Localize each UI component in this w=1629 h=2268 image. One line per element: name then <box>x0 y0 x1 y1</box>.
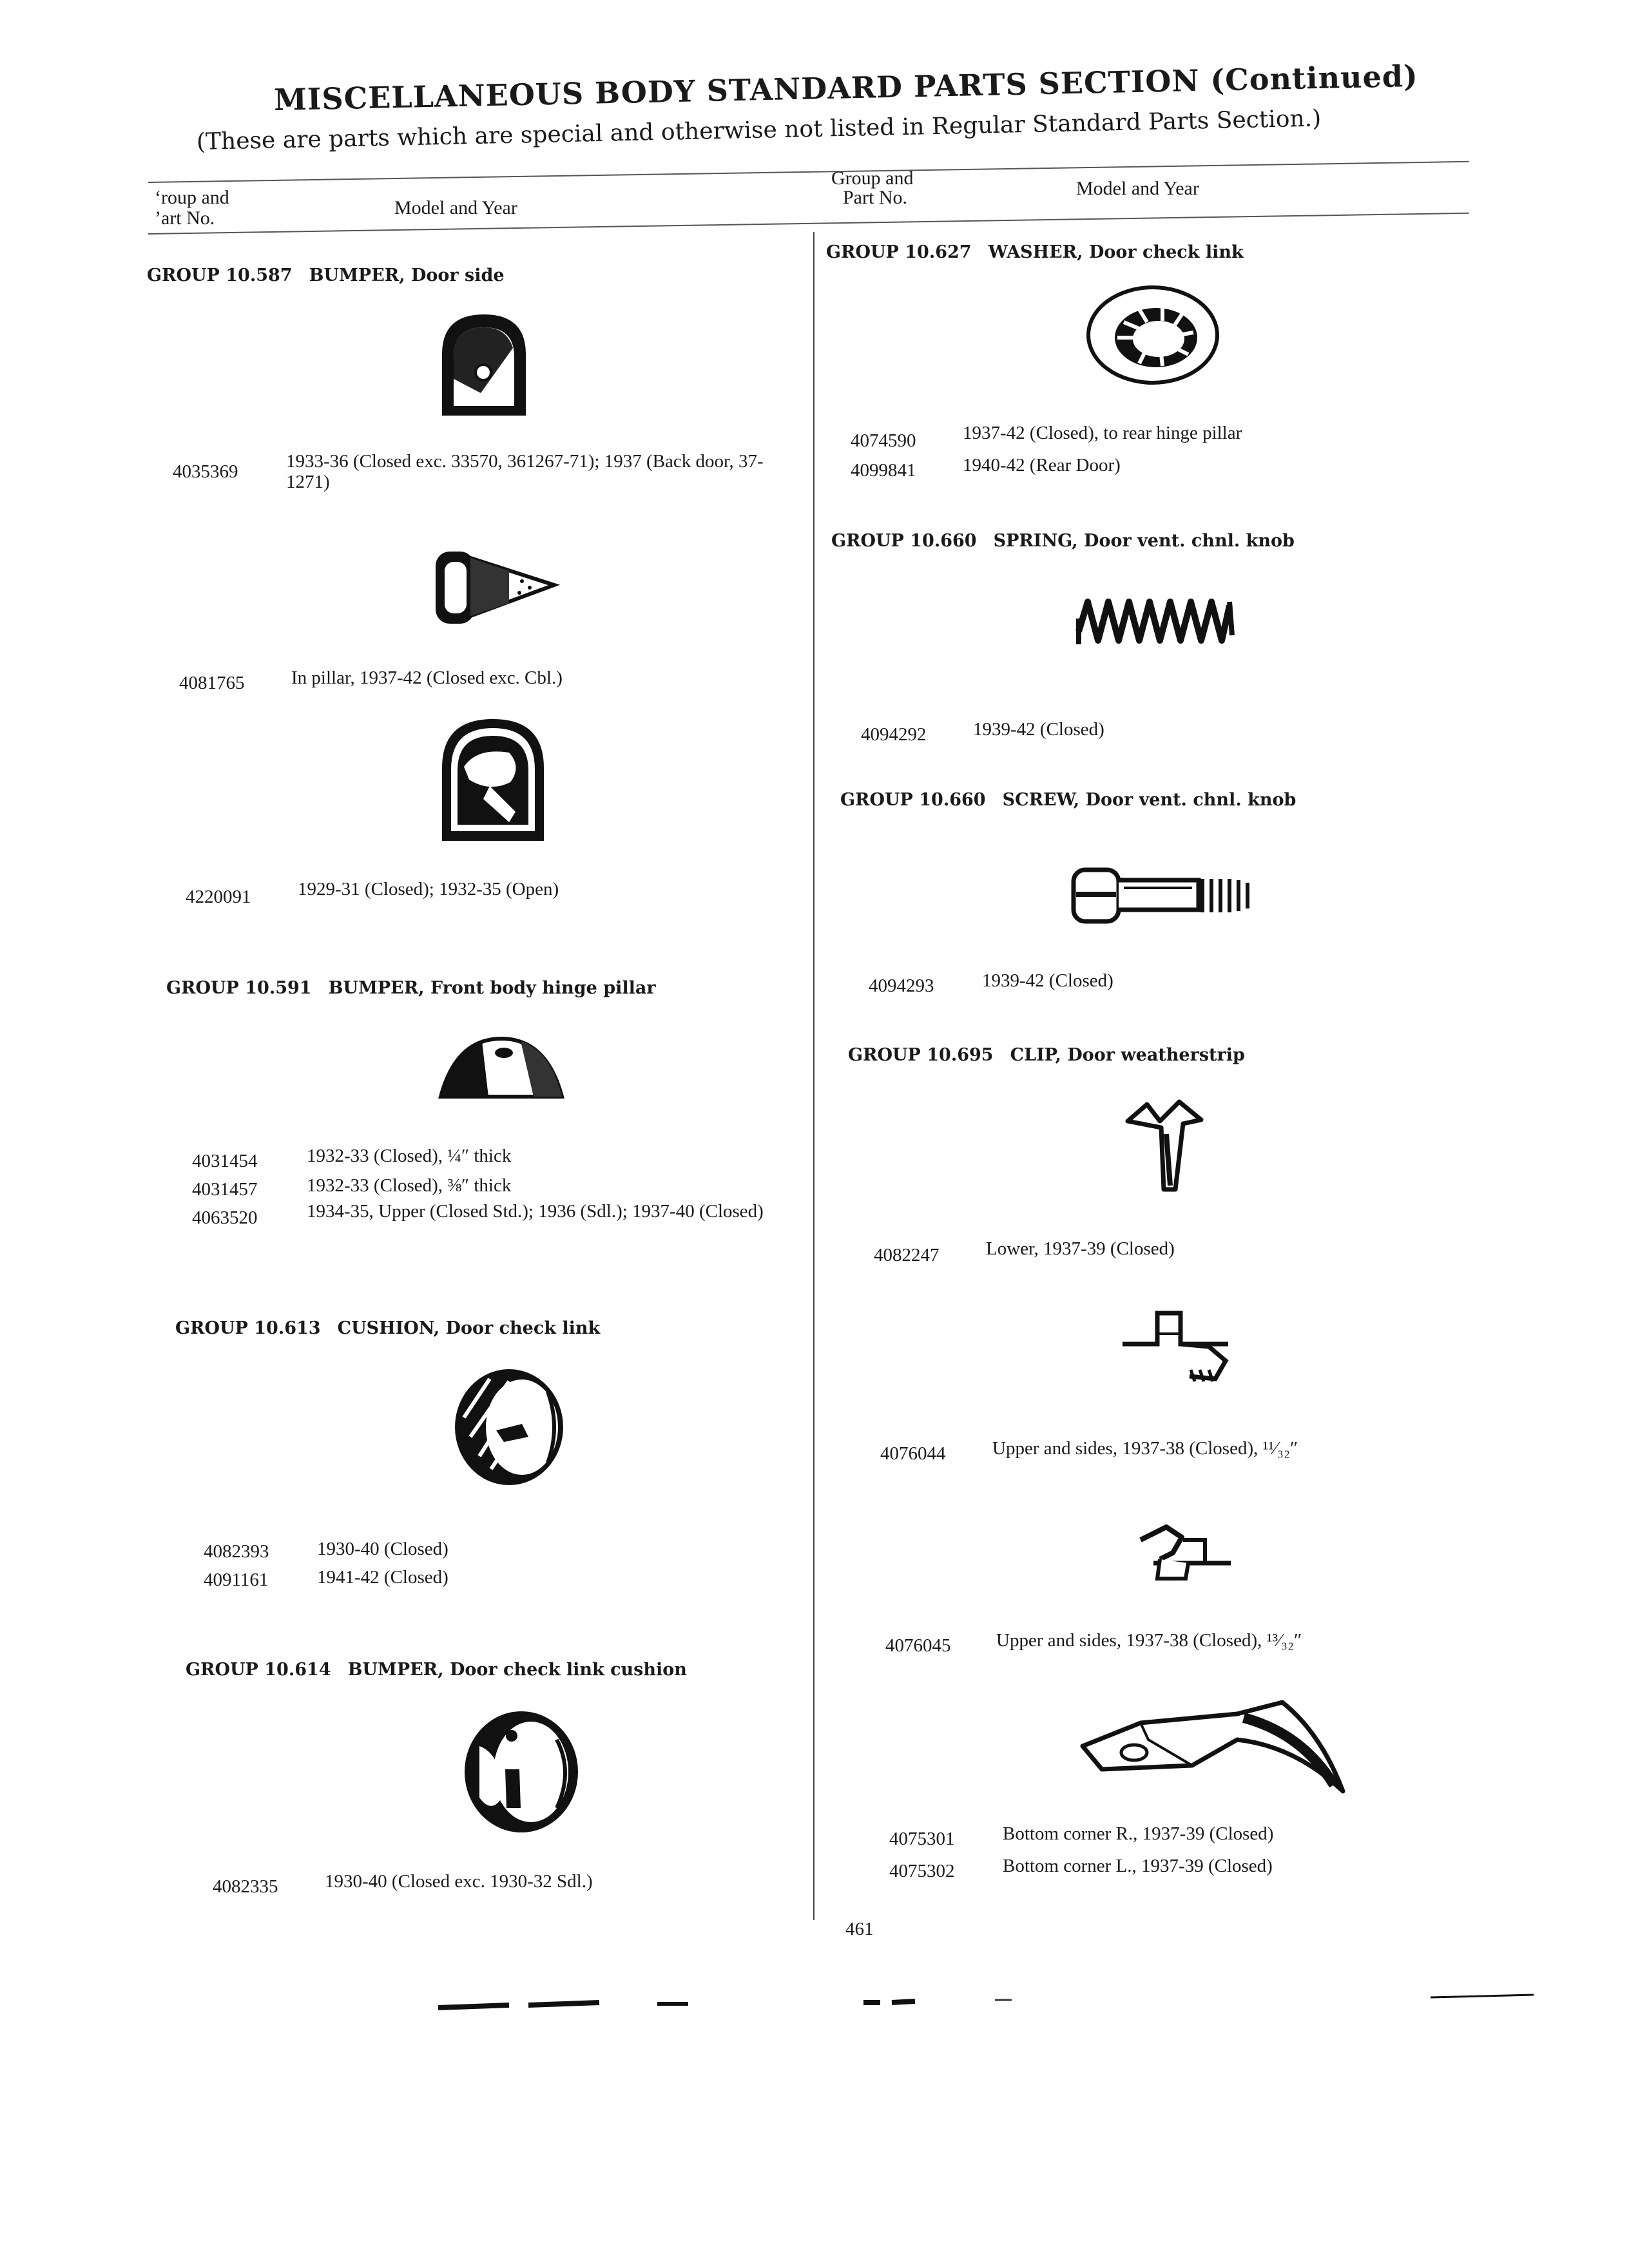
left-header-part: ’art No. <box>155 207 215 229</box>
part-description: In pillar, 1937-42 (Closed exc. Cbl.) <box>291 668 563 688</box>
page-number: 461 <box>845 1919 874 1939</box>
spring-icon <box>1075 593 1236 651</box>
part-number: 4075302 <box>889 1861 955 1881</box>
group-name: BUMPER, Door check link cushion <box>347 1660 687 1680</box>
page-title: MISCELLANEOUS BODY STANDARD PARTS SECTION (Continued) <box>273 58 1419 117</box>
part-description: 1937-42 (Closed), to rear hinge pillar <box>963 423 1242 443</box>
part-description: Lower, 1937-39 (Closed) <box>986 1238 1175 1259</box>
part-number: 4091161 <box>204 1570 269 1590</box>
group-name: WASHER, Door check link <box>988 242 1244 262</box>
group-number: GROUP 10.591 <box>166 978 312 998</box>
group-number: GROUP 10.660 <box>831 531 977 551</box>
part-description: 1929-31 (Closed); 1932-35 (Open) <box>298 879 559 899</box>
right-header-model: Model and Year <box>1076 178 1199 199</box>
part-description: Bottom corner R., 1937-39 (Closed) <box>1003 1823 1274 1844</box>
part-description: 1941-42 (Closed) <box>317 1567 448 1588</box>
part-number: 4076045 <box>885 1635 951 1656</box>
screw-icon <box>1070 863 1257 928</box>
group-heading-10-660-spring <box>831 531 1295 551</box>
group-name: SPRING, Door vent. chnl. knob <box>993 531 1295 551</box>
part-description: 1939-42 (Closed) <box>973 719 1104 740</box>
group-heading-10-587 <box>147 265 505 285</box>
check-link-bumper-icon <box>460 1707 583 1836</box>
part-number: 4099841 <box>851 460 916 481</box>
left-header-model: Model and Year <box>394 197 517 218</box>
part-number: 4082335 <box>213 1876 278 1897</box>
part-description: 1932-33 (Closed), ⅜″ thick <box>307 1175 512 1196</box>
part-number: 4082393 <box>204 1541 269 1562</box>
group-heading-10-695 <box>848 1045 1245 1065</box>
clip-lower-icon <box>1121 1095 1205 1192</box>
cushion-icon <box>451 1366 567 1488</box>
group-number: GROUP 10.614 <box>186 1660 331 1680</box>
group-name: BUMPER, Door side <box>309 265 505 285</box>
header-top-rule <box>148 161 1469 183</box>
part-description: 1934-35, Upper (Closed Std.); 1936 (Sdl.); 1937-40 (Closed) <box>307 1201 764 1222</box>
header-bottom-rule <box>148 213 1469 235</box>
group-name: BUMPER, Front body hinge pillar <box>328 978 656 998</box>
bumper-recessed-icon <box>438 715 548 844</box>
page-subtitle: (These are parts which are special and otherwise not listed in Regular Standard Parts Section.) <box>196 105 1322 155</box>
group-number: GROUP 10.627 <box>826 242 972 262</box>
part-number: 4063520 <box>192 1207 258 1228</box>
part-number: 4031457 <box>192 1179 258 1200</box>
group-number: GROUP 10.613 <box>175 1318 321 1338</box>
group-name: SCREW, Door vent. chnl. knob <box>1002 790 1296 810</box>
part-number: 4094293 <box>869 975 934 996</box>
part-number: 4220091 <box>186 887 251 907</box>
part-description: Upper and sides, 1937-38 (Closed), ¹¹⁄₃₂″ <box>992 1438 1298 1459</box>
part-description: 1933-36 (Closed exc. 33570, 361267-71); 1937 (Back door, 37-1271) <box>286 451 764 492</box>
clip-upper-sides-icon <box>1134 1514 1237 1585</box>
group-heading-10-613 <box>175 1318 600 1338</box>
group-heading-10-627 <box>826 242 1244 262</box>
part-number: 4035369 <box>173 461 238 482</box>
washer-icon <box>1085 284 1220 387</box>
part-number: 4076044 <box>880 1443 946 1464</box>
group-name: CLIP, Door weatherstrip <box>1010 1045 1245 1065</box>
clip-bottom-corner-icon <box>1076 1695 1347 1798</box>
part-description: 1940-42 (Rear Door) <box>963 455 1121 476</box>
part-description: Upper and sides, 1937-38 (Closed), ¹³⁄₃₂″ <box>996 1630 1302 1651</box>
clip-upper-icon <box>1119 1308 1241 1385</box>
part-number: 4031454 <box>192 1151 258 1171</box>
group-name: CUSHION, Door check link <box>337 1318 601 1338</box>
bumper-hinge-pillar-icon <box>437 1031 566 1102</box>
part-description: 1930-40 (Closed exc. 1930-32 Sdl.) <box>325 1871 593 1892</box>
right-header-part: Part No. <box>843 187 907 208</box>
group-heading-10-591 <box>166 978 656 998</box>
right-header-group: Group and <box>831 168 914 189</box>
bumper-pillar-icon <box>432 539 561 635</box>
group-heading-10-614 <box>186 1660 687 1680</box>
part-number: 4081765 <box>179 673 245 693</box>
group-number: GROUP 10.660 <box>840 790 986 810</box>
bumper-door-side-icon <box>436 309 532 419</box>
part-description: Bottom corner L., 1937-39 (Closed) <box>1003 1856 1273 1876</box>
group-number: GROUP 10.587 <box>147 265 293 285</box>
part-number: 4074590 <box>851 430 916 451</box>
part-number: 4082247 <box>874 1245 940 1265</box>
group-heading-10-660-screw <box>840 790 1296 810</box>
group-number: GROUP 10.695 <box>848 1045 994 1065</box>
part-number: 4075301 <box>889 1829 955 1849</box>
part-description: 1930-40 (Closed) <box>317 1539 448 1559</box>
scan-artifact-marks <box>0 1991 1629 2017</box>
part-description: 1939-42 (Closed) <box>982 970 1113 991</box>
part-description: 1932-33 (Closed), ¼″ thick <box>307 1146 512 1166</box>
column-divider <box>813 232 815 1920</box>
part-number: 4094292 <box>861 724 927 745</box>
left-header-group: ‘roup and <box>155 187 229 208</box>
